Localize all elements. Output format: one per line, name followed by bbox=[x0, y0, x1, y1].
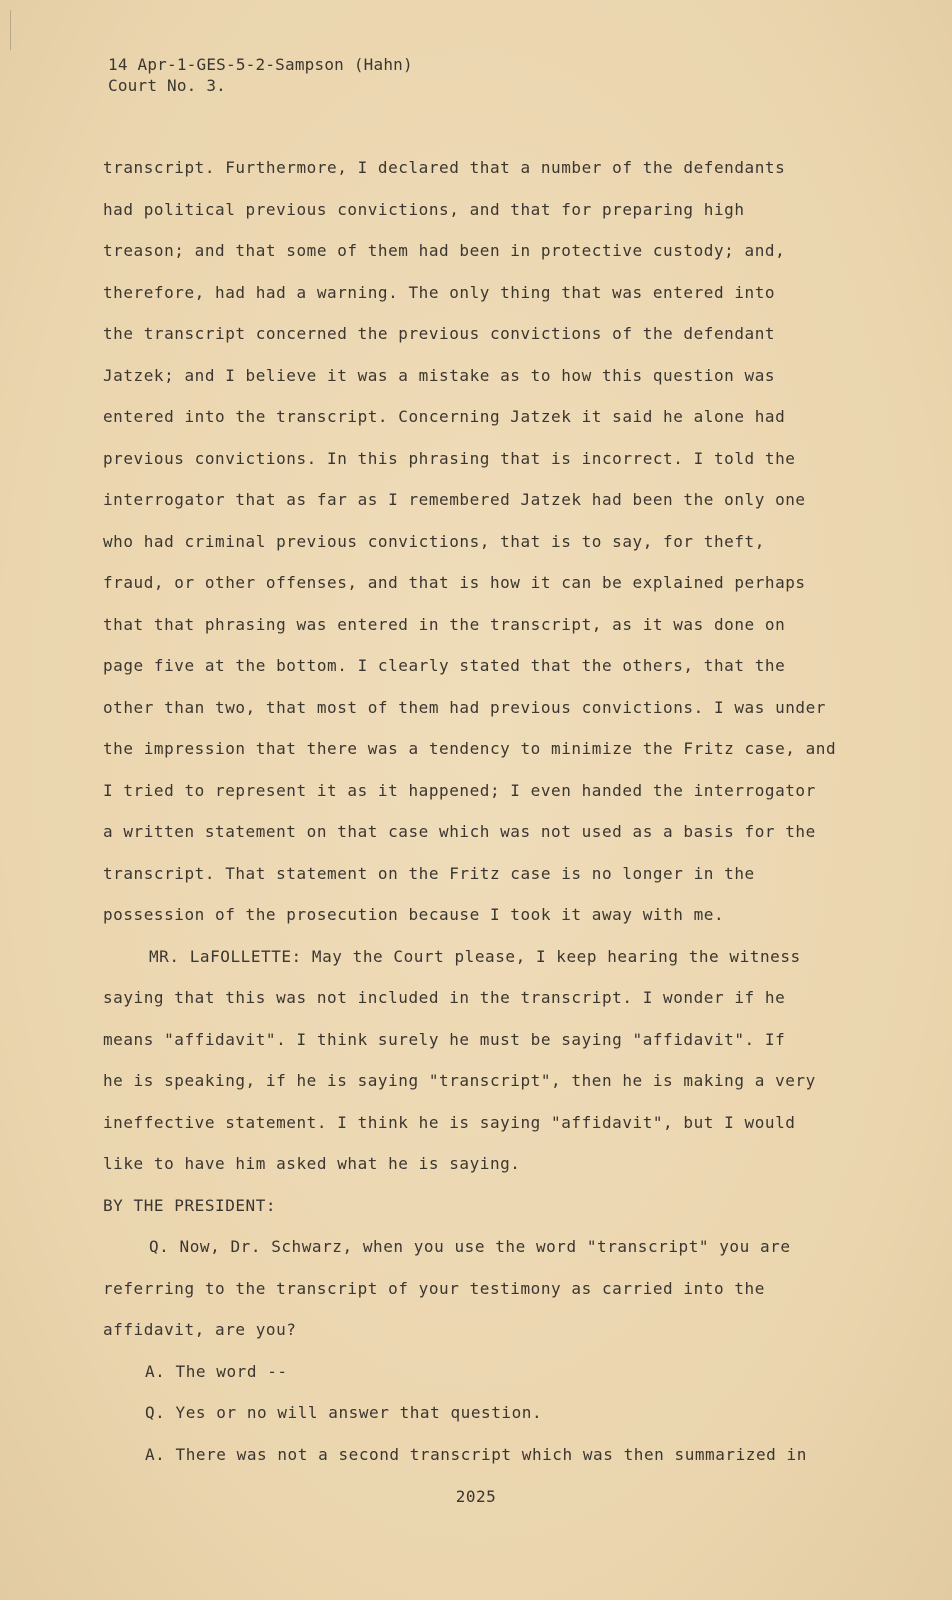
text-line: entered into the transcript. Concerning Jatzek it said he alone had bbox=[103, 407, 786, 426]
text-line: transcript. That statement on the Fritz case is no longer in the bbox=[103, 863, 755, 883]
text-line: affidavit, are you? bbox=[103, 1320, 297, 1339]
text-line: page five at the bottom. I clearly stated that the others, that the bbox=[103, 656, 786, 675]
text-line: Jatzek; and I believe it was a mistake as to how this question was bbox=[103, 365, 776, 385]
answer-line: A. The word -- bbox=[145, 1361, 288, 1381]
text-line: that that phrasing was entered in the transcript, as it was done on bbox=[103, 614, 786, 634]
text-line: saying that this was not included in the transcript. I wonder if he bbox=[103, 988, 786, 1007]
text-line: a written statement on that case which was not used as a basis for the bbox=[103, 822, 816, 841]
text-line: the impression that there was a tendency to minimize the Fritz case, and bbox=[103, 739, 837, 758]
text-line: like to have him asked what he is saying. bbox=[103, 1154, 521, 1173]
text-line: treason; and that some of them had been in protective custody; and, bbox=[103, 241, 786, 260]
transcript-body bbox=[103, 158, 863, 1486]
text-line: fraud, or other offenses, and that is how it can be explained perhaps bbox=[103, 573, 806, 592]
text-line: referring to the transcript of your testimony as carried into the bbox=[103, 1278, 765, 1298]
text-line: means "affidavit". I think surely he must be saying "affidavit". If bbox=[103, 1029, 786, 1049]
question-line: Q. Now, Dr. Schwarz, when you use the word "transcript" you are bbox=[149, 1237, 791, 1256]
speaker-line-lafollette: MR. LaFOLLETTE: May the Court please, I keep hearing the witness bbox=[149, 946, 801, 966]
text-line: I tried to represent it as it happened; I even handed the interrogator bbox=[103, 780, 816, 800]
answer-line: A. There was not a second transcript which was then summarized in bbox=[145, 1444, 807, 1464]
text-line: other than two, that most of them had previous convictions. I was under bbox=[103, 697, 826, 717]
page-edge-mark bbox=[10, 10, 11, 50]
text-line: therefore, had had a warning. The only thing that was entered into bbox=[103, 282, 776, 302]
text-line: the transcript concerned the previous convictions of the defendant bbox=[103, 324, 776, 343]
text-line: ineffective statement. I think he is saying "affidavit", but I would bbox=[103, 1112, 796, 1132]
text-line: he is speaking, if he is saying "transcript", then he is making a very bbox=[103, 1071, 816, 1090]
header-reference: 14 Apr-1-GES-5-2-Sampson (Hahn) bbox=[108, 55, 413, 74]
text-line: transcript. Furthermore, I declared that a number of the defendants bbox=[103, 158, 786, 177]
text-line: interrogator that as far as I remembered Jatzek had been the only one bbox=[103, 490, 806, 509]
text-line: previous convictions. In this phrasing that is incorrect. I told the bbox=[103, 448, 796, 468]
question-line: Q. Yes or no will answer that question. bbox=[145, 1403, 543, 1422]
section-heading: BY THE PRESIDENT: bbox=[103, 1195, 277, 1215]
page-number: 2025 bbox=[455, 1487, 497, 1506]
text-line: who had criminal previous convictions, that is to say, for theft, bbox=[103, 531, 765, 551]
document-header bbox=[108, 54, 413, 96]
text-line: had political previous convictions, and that for preparing high bbox=[103, 199, 745, 219]
text-line: possession of the prosecution because I took it away with me. bbox=[103, 905, 725, 924]
header-court: Court No. 3. bbox=[108, 76, 226, 95]
